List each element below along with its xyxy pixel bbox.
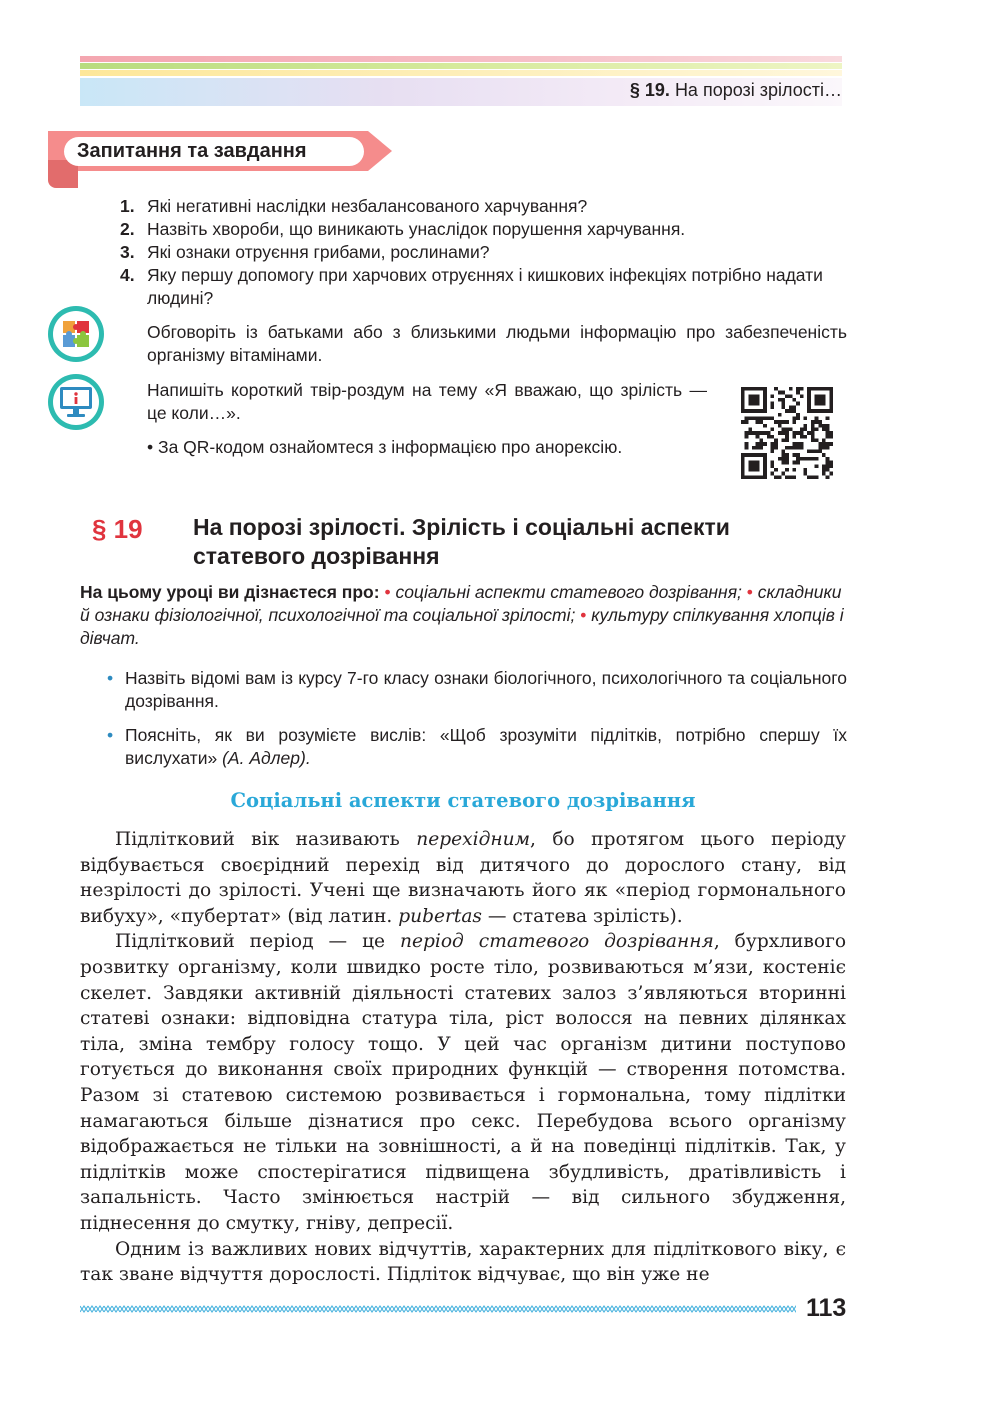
warmup-bullet: • Поясніть, як ви розумієте вислів: «Щоб зрозуміти підлітків, потрібно спершу їх вислухати» (А. Адлер). [107, 725, 847, 768]
header-stripe-green [80, 63, 842, 69]
running-head-title: На порозі зрілості… [674, 80, 842, 100]
info-monitor-icon [48, 374, 104, 430]
bullet-icon: • [746, 582, 753, 602]
question-item: 4. Яку першу допомогу при харчових отруєннях і кишкових інфекціях потрібно надати людині? [120, 265, 823, 308]
qr-code-icon[interactable] [741, 387, 833, 479]
page-number: 113 [806, 1294, 847, 1322]
subheading: Соціальні аспекти статевого дозрівання [230, 789, 696, 812]
puzzle-icon [48, 306, 104, 362]
intro-item: складники й ознаки фізіологічної, психологічної та соціальної зрілості; [80, 582, 842, 625]
qr-note: • За QR-кодом ознайомтеся з інформацією про анорексію. [147, 437, 623, 457]
warmup-bullet: • Назвіть відомі вам із курсу 7-го класу ознаки біологічного, психологічного та соціального дозрівання. [107, 668, 847, 711]
footer-ornament [80, 1302, 796, 1316]
quote-author: (А. Адлер). [222, 748, 311, 768]
intro-item: культуру спілкування хлопців і дівчат. [80, 605, 844, 648]
question-item: 3. Які ознаки отруєння грибами, рослинами? [120, 242, 490, 262]
bullet-icon: • [147, 437, 158, 457]
header-stripe-pink [80, 56, 842, 62]
questions-list [120, 195, 846, 310]
paragraph: Підлітковий період — це період статевого дозрівання, бурхливого розвитку організму, коли швидко росте тіло, розвиваються м’язи, костеніє скелет. Завдяки активній діяльності статевих залоз з’являються вторинні статеві ознаки: відповідна статура тіла, ріст волосся на певних ділянках тіла, зміна тембру голосу тощо. У цей час організм дитини поступово готується до виконання своїх природних функцій — створення потомства. Разом зі статевою системою розвивається і гормональна, тому підлітки намагаються більше дізнатися про секс. Перебудова всього організму відображається не тільки на зовнішності, а й на поведінці підлітків. Так, у підлітків може спостерігатися підвищена збудливість, дратівливість і запальність. Часто змінюється настрій — від сильного збудження, піднесення до смутку, гніву, депресії. [80, 931, 847, 1234]
paragraph: Одним із важливих нових відчуттів, характерних для підліткового віку, є так зване відчуття дорослості. Підліток відчуває, що він уже не [80, 1238, 846, 1286]
intro-item: соціальні аспекти статевого дозрівання; [395, 582, 742, 602]
questions-title: Запитання та завдання [77, 140, 307, 162]
discuss-task: Обговоріть із батьками або з близькими людьми інформацію про забезпеченість організму вітамінами. [147, 322, 847, 365]
essay-task: Напишіть короткий твір-роздум на тему «Я вважаю, що зрілість — це коли…». [147, 380, 707, 423]
body-text [80, 827, 846, 1288]
header-stripe-yellow [80, 70, 842, 76]
question-item: 2. Назвіть хвороби, що виникають унаслідок порушення харчування. [120, 219, 686, 239]
bullet-icon: • [107, 725, 114, 745]
running-head [630, 79, 842, 101]
lesson-intro [80, 581, 846, 650]
section-number: § 19 [92, 514, 143, 544]
intro-lead: На цьому уроці ви дізнаєтеся про: [80, 582, 380, 602]
question-item: 1. Які негативні наслідки незбалансованого харчування? [120, 196, 588, 216]
bullet-icon: • [384, 582, 391, 602]
section-title: На порозі зрілості. Зрілість і соціальні аспекти статевого дозрівання [193, 514, 730, 569]
bullet-icon: • [580, 605, 587, 625]
bullet-icon: • [107, 668, 114, 688]
running-head-section: § 19. [629, 80, 670, 100]
paragraph: Підлітковий вік називають перехідним, бо протягом цього періоду відбувається своєрідний перехід від дитячого до дорослого стану, від незрілості до зрілості. Учені ще визначають його як «період гормонального вибуху», «пубертат» (від латин. pubertas — статева зрілість). [80, 829, 847, 927]
